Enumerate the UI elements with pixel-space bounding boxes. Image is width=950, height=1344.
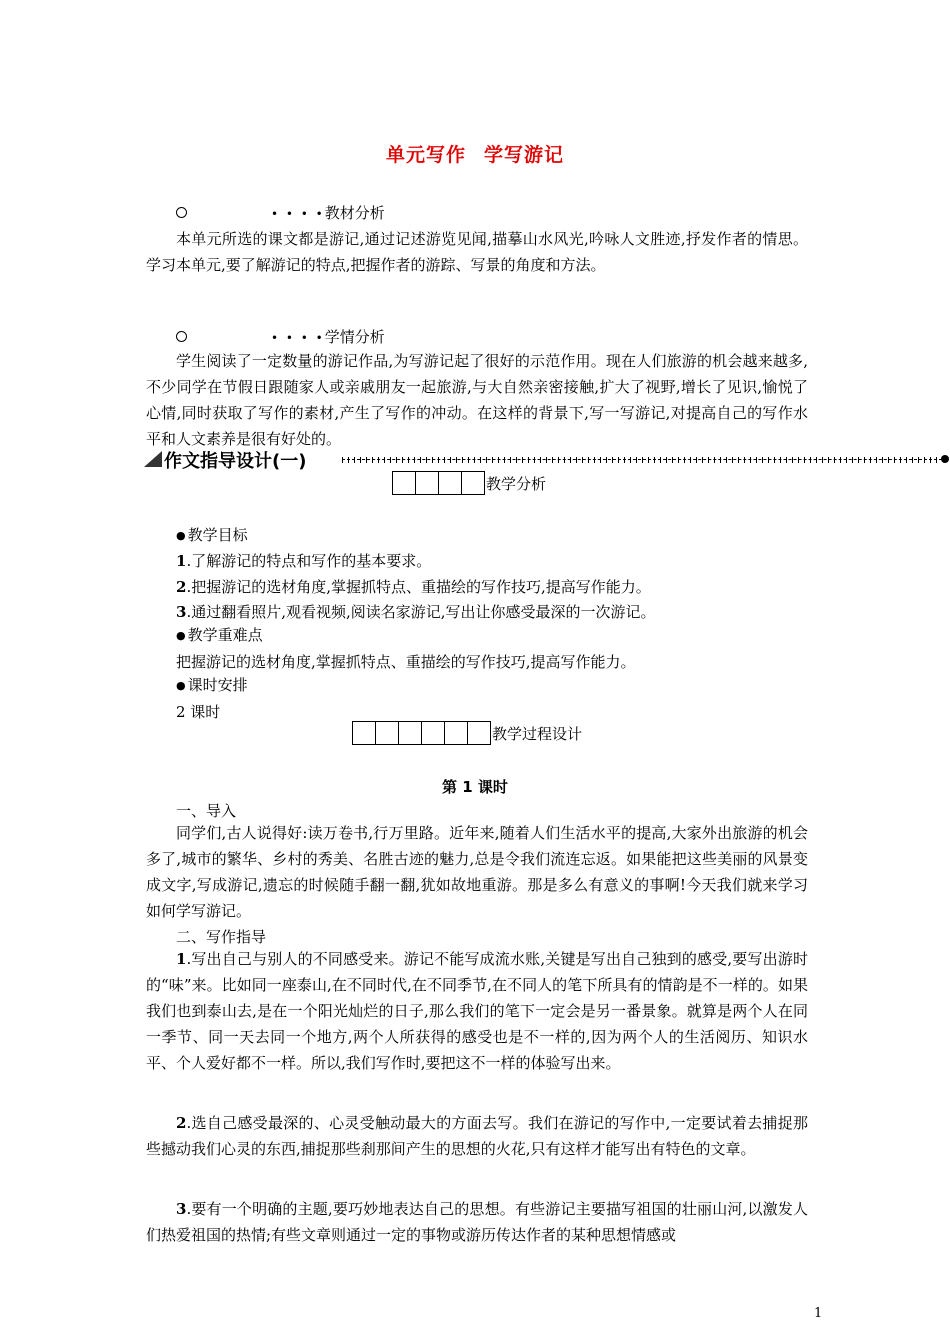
box-decoration: [375, 721, 398, 745]
goal-text: .通过翻看照片,观看视频,阅读名家游记,写出让你感受最深的一次游记。: [186, 603, 656, 621]
title-part1: 单元写作: [385, 144, 466, 166]
point-text: .选自己感受最深的、心灵受触动最大的方面去写。我们在游记的写作中,一定要试着去捕捉那些撼动我们心灵的东西,捕捉那些刹那间产生的思想的火花,只有这样才能写出有特色的文章。: [146, 1114, 808, 1158]
guide-heading: 二、写作指导: [176, 928, 267, 946]
goal-number: 2: [176, 578, 187, 596]
teaching-process-label: 教学过程设计: [492, 724, 583, 743]
box-decoration: [438, 471, 461, 495]
goal-number: 3: [176, 603, 187, 621]
dots-decoration: • • • •: [271, 207, 325, 221]
intro-heading: 一、导入: [176, 802, 237, 820]
key-points-text: 把握游记的选材角度,掌握抓特点、重描绘的写作技巧,提高写作能力。: [176, 653, 636, 671]
dotted-rule: [342, 459, 942, 460]
point-text: .要有一个明确的主题,要巧妙地表达自己的思想。有些游记主要描写祖国的壮丽山河,以激发人们热爱祖国的热情;有些文章则通过一定的事物或游历传达作者的某种思想情感或: [146, 1200, 808, 1244]
section-banner: [144, 448, 950, 470]
banner-title: 作文指导设计(一): [164, 451, 307, 472]
box-decoration: [398, 721, 421, 745]
box-decoration: [467, 721, 491, 745]
end-dot-icon: [941, 455, 949, 463]
section-label: 教材分析: [324, 204, 385, 222]
title-part2: 学写游记: [484, 144, 565, 166]
key-points-heading: ● 教学重难点: [176, 624, 263, 645]
goals-heading: ● 教学目标: [176, 524, 248, 545]
student-analysis-text: 学生阅读了一定数量的游记作品,为写游记起了很好的示范作用。现在人们旅游的机会越来越多,不少同学在节假日跟随家人或亲戚朋友一起旅游,与大自然亲密接触,扩大了视野,增长了见识,愉悦了心情,同时获取了写作的素材,产生了写作的冲动。在这样的背景下,写一写游记,对提高自己的写作水平和人文素养是很有好处的。: [146, 352, 808, 448]
box-decoration: [392, 471, 415, 495]
schedule-text: 2 课时: [176, 703, 221, 721]
lesson-title: 第 1 课时: [442, 778, 508, 796]
section-label: 学情分析: [324, 328, 385, 346]
circle-icon: [176, 207, 187, 218]
box-decoration: [421, 721, 444, 745]
point-number: 3: [176, 1200, 187, 1218]
goal-item: [176, 576, 651, 597]
teaching-process-heading: [352, 721, 582, 745]
point-text: .写出自己与别人的不同感受来。游记不能写成流水账,关键是写出自己独到的感受,要写出游时的“味”来。比如同一座泰山,在不同时代,在不同季节,在不同人的笔下所具有的情韵是不一样的。如果我们也到泰山去,是在一个阳光灿烂的日子,那么我们的笔下一定会是另一番景象。就算是两个人在同一季节、同一天去同一个地方,两个人所获得的感受也是不一样的,因为两个人的生活阅历、知识水平、个人爱好都不一样。所以,我们写作时,要把这不一样的体验写出来。: [146, 950, 808, 1072]
schedule-heading: ● 课时安排: [176, 674, 248, 695]
teaching-analysis-label: 教学分析: [486, 474, 547, 493]
goal-text: .把握游记的选材角度,掌握抓特点、重描绘的写作技巧,提高写作能力。: [186, 578, 651, 596]
guide-point: [146, 1196, 808, 1248]
box-decoration: [352, 721, 375, 745]
guide-point: [146, 946, 808, 1076]
section-heading-students: [176, 326, 385, 347]
box-decoration: [444, 721, 467, 745]
goal-text: .了解游记的特点和写作的基本要求。: [186, 552, 432, 570]
teaching-analysis-heading: [392, 471, 546, 495]
guide-point: [146, 1110, 808, 1162]
intro-text: 同学们,古人说得好:读万卷书,行万里路。近年来,随着人们生活水平的提高,大家外出旅游的机会多了,城市的繁华、乡村的秀美、名胜古迹的魅力,总是令我们流连忘返。如果能把这些美丽的风景变成文字,写成游记,遗忘的时候随手翻一翻,犹如故地重游。那是多么有意义的事啊!今天我们就来学习如何学写游记。: [146, 824, 808, 920]
circle-icon: [176, 331, 187, 342]
page-number: 1: [814, 1306, 823, 1321]
box-decoration: [415, 471, 438, 495]
triangle-icon: [144, 451, 162, 467]
page-title: [0, 140, 950, 167]
goal-item: [176, 601, 656, 622]
goal-number: 1: [176, 552, 187, 570]
box-decoration: [461, 471, 485, 495]
section-heading-textbook: [176, 202, 385, 223]
point-number: 2: [176, 1114, 187, 1132]
goal-item: [176, 550, 431, 571]
point-number: 1: [176, 950, 187, 968]
dots-decoration: • • • •: [271, 331, 325, 345]
textbook-analysis-text: 本单元所选的课文都是游记,通过记述游览见闻,描摹山水风光,吟咏人文胜迹,抒发作者的情思。学习本单元,要了解游记的特点,把握作者的游踪、写景的角度和方法。: [146, 230, 808, 274]
